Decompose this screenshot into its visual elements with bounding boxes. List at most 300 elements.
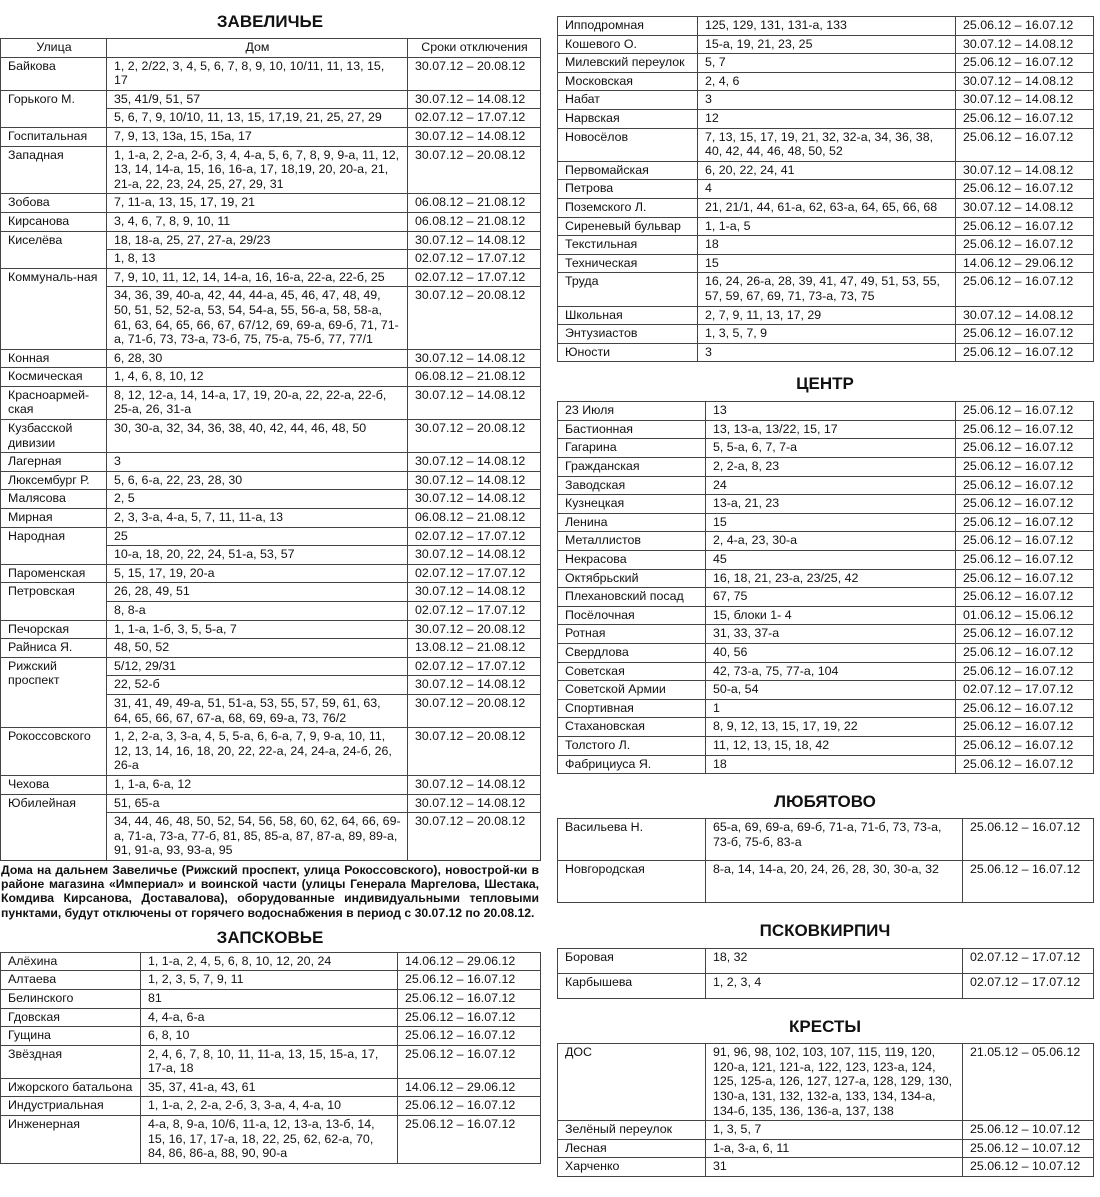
table-row [558,699,1094,718]
period-cell: 25.06.12 – 16.07.12 [963,861,1094,903]
table-row [558,325,1094,344]
houses-cell: 22, 52-б [107,676,408,695]
table-row [558,532,1094,551]
street-cell: Гагарина [558,439,706,458]
period-cell: 06.08.12 – 21.08.12 [408,509,541,528]
period-cell: 25.06.12 – 16.07.12 [956,109,1094,128]
table-row [558,513,1094,532]
left-column [0,0,540,1164]
street-cell: 23 Июля [558,402,706,421]
street-cell: Пароменская [1,564,107,583]
period-cell: 25.06.12 – 16.07.12 [956,458,1094,477]
table-row [558,35,1094,54]
street-cell: Народная [1,527,107,564]
street-cell: Боровая [558,949,706,974]
houses-cell: 15 [706,513,956,532]
period-cell: 25.06.12 – 16.07.12 [956,236,1094,255]
period-cell: 25.06.12 – 16.07.12 [956,128,1094,161]
lyubyatovo-table [557,818,1094,903]
street-cell: Карбышева [558,974,706,999]
period-cell: 30.07.12 – 14.08.12 [408,453,541,472]
houses-cell: 4-а, 8, 9-а, 10/6, 11-а, 12, 13-а, 13-б, 14, 15, 16, 17, 17-а, 18, 22, 25, 62, 62-а, 70, 84, 86, 86-а, 88, 90, 90-а [141,1116,398,1164]
table-row [558,718,1094,737]
center-table-body [558,402,1094,774]
houses-cell: 1-а, 3-а, 6, 11 [706,1139,963,1158]
houses-cell: 8, 9, 12, 13, 15, 17, 19, 22 [706,718,956,737]
table-row [558,273,1094,306]
street-cell: Коммуналь-ная [1,268,107,349]
table-row [558,236,1094,255]
street-cell: Энтузиастов [558,325,698,344]
table-row [558,625,1094,644]
houses-cell: 6, 28, 30 [107,349,408,368]
table-row [558,1044,1094,1121]
table-row [558,402,1094,421]
houses-cell: 4 [698,180,956,199]
table-row [558,217,1094,236]
street-cell: Красноармей-ская [1,386,107,419]
houses-cell: 7, 9, 10, 11, 12, 14, 14-а, 16, 16-а, 22-а, 22-б, 25 [107,268,408,287]
period-cell: 25.06.12 – 16.07.12 [956,439,1094,458]
street-cell: Ипподромная [558,17,698,36]
street-cell: Люксембург Р. [1,471,107,490]
houses-cell: 21, 21/1, 44, 61-а, 62, 63-а, 64, 65, 66, 68 [698,198,956,217]
houses-cell: 1, 1-а, 6-а, 12 [107,775,408,794]
street-cell: Новгородская [558,861,706,903]
houses-cell: 1, 1-а, 5 [698,217,956,236]
table-row [1,639,541,658]
zapskovye-table-body-part1 [1,952,541,1163]
period-cell: 25.06.12 – 16.07.12 [398,971,541,990]
street-cell: Индустриальная [1,1097,141,1116]
houses-cell: 1, 2, 3, 5, 7, 9, 11 [141,971,398,990]
street-cell: Текстильная [558,236,698,255]
pskovkirpich-table [557,948,1094,999]
street-cell: Лесная [558,1139,706,1158]
table-row [1,728,541,776]
street-cell: Юности [558,343,698,362]
street-cell: Алтаева [1,971,141,990]
street-cell: Печорская [1,620,107,639]
table-row [558,606,1094,625]
period-cell: 25.06.12 – 16.07.12 [956,17,1094,36]
table-row [558,54,1094,73]
period-cell: 25.06.12 – 16.07.12 [956,476,1094,495]
table-row [1,231,541,250]
houses-cell: 18, 32 [706,949,963,974]
street-cell: Поземского Л. [558,198,698,217]
houses-cell: 125, 129, 131, 131-а, 133 [698,17,956,36]
period-cell: 30.07.12 – 14.08.12 [408,231,541,250]
houses-cell: 1 [706,699,956,718]
period-cell: 14.06.12 – 29.06.12 [398,952,541,971]
period-cell: 25.06.12 – 10.07.12 [963,1121,1094,1140]
street-cell: Новосёлов [558,128,698,161]
period-cell: 25.06.12 – 16.07.12 [956,420,1094,439]
street-cell: Бастионная [558,420,706,439]
street-cell: Киселёва [1,231,107,268]
table-row [558,1139,1094,1158]
table-row [1,471,541,490]
street-cell: Ленина [558,513,706,532]
table-row [1,349,541,368]
zavelichye-note: Дома на дальнем Завеличье (Рижский проспект, улица Рокоссовского), новострой-ки в районе магазина «Империал» и воинской части (улицы Генерала Маргелова, Шестака, Комдива Кирсанова, Доставалова), оборудованные индивидуальными тепловыми пунктами, будут отключены от горячего водоснабжения в период с 30.07.12 по 20.08.12. [1,862,539,920]
table-row [558,1121,1094,1140]
center-table [557,401,1094,774]
street-cell: Гдовская [1,1008,141,1027]
period-cell: 02.07.12 – 17.07.12 [963,974,1094,999]
period-cell: 25.06.12 – 16.07.12 [956,755,1094,774]
period-cell: 25.06.12 – 16.07.12 [956,180,1094,199]
street-cell: Некрасова [558,551,706,570]
period-cell: 30.07.12 – 14.08.12 [408,127,541,146]
houses-cell: 1, 2, 2-а, 3, 3-а, 4, 5, 5-а, 6, 6-а, 7, 9, 9-а, 10, 11, 12, 13, 14, 16, 18, 20, 22, 22-а, 24, 24-а, 24-б, 26, 26-а [107,728,408,776]
houses-cell: 48, 50, 52 [107,639,408,658]
period-cell: 02.07.12 – 17.07.12 [408,657,541,676]
period-cell: 30.07.12 – 14.08.12 [956,306,1094,325]
period-cell: 30.07.12 – 14.08.12 [956,91,1094,110]
zapskovye-table-part1 [0,952,541,1164]
period-cell: 25.06.12 – 16.07.12 [956,217,1094,236]
table-row [558,109,1094,128]
street-cell: Советской Армии [558,681,706,700]
period-cell: 25.06.12 – 16.07.12 [398,1116,541,1164]
table-row [558,180,1094,199]
houses-cell: 15 [698,254,956,273]
section-title-pskovkirpich: ПСКОВКИРПИЧ [759,921,891,941]
street-cell: Западная [1,146,107,194]
street-cell: Заводская [558,476,706,495]
right-column [557,0,1093,1177]
houses-cell: 30, 30-а, 32, 34, 36, 38, 40, 42, 44, 46, 48, 50 [107,420,408,453]
table-row [1,989,541,1008]
table-row [558,72,1094,91]
street-cell: Кузбасской дивизии [1,420,107,453]
houses-cell: 35, 37, 41-а, 43, 61 [141,1078,398,1097]
houses-cell: 91, 96, 98, 102, 103, 107, 115, 119, 120, 120-а, 121, 121-а, 122, 123, 123-а, 124, 125, 125-а, 126, 127, 127-а, 128, 129, 130, 130-а, 131, 132, 132-а, 133, 134, 134-а, 134-б, 135, 136, 136-а, 137, 138 [706,1044,963,1121]
period-cell: 25.06.12 – 16.07.12 [956,569,1094,588]
table-row [1,583,541,602]
period-cell: 06.08.12 – 21.08.12 [408,194,541,213]
street-cell: Космическая [1,368,107,387]
period-cell: 25.06.12 – 16.07.12 [956,273,1094,306]
period-cell: 25.06.12 – 16.07.12 [398,1008,541,1027]
houses-cell: 7, 11-а, 13, 15, 17, 19, 21 [107,194,408,213]
section-title-kresty: КРЕСТЫ [789,1017,861,1037]
period-cell: 02.07.12 – 17.07.12 [963,949,1094,974]
period-cell: 25.06.12 – 10.07.12 [963,1139,1094,1158]
houses-cell: 51, 65-а [107,794,408,813]
period-cell: 30.07.12 – 20.08.12 [408,420,541,453]
houses-cell: 10-а, 18, 20, 22, 24, 51-а, 53, 57 [107,546,408,565]
houses-cell: 2, 3, 3-а, 4-а, 5, 7, 11, 11-а, 13 [107,509,408,528]
period-cell: 14.06.12 – 29.06.12 [956,254,1094,273]
header-period: Сроки отключения [408,39,541,58]
table-row [1,952,541,971]
period-cell: 25.06.12 – 16.07.12 [956,644,1094,663]
street-cell: Октябрьский [558,569,706,588]
houses-cell: 16, 24, 26-а, 28, 39, 41, 47, 49, 51, 53, 55, 57, 59, 67, 69, 71, 73-а, 73, 75 [698,273,956,306]
table-row [1,57,541,90]
zapskovye-table-body-part2 [558,17,1094,362]
street-cell: Спортивная [558,699,706,718]
street-cell: Техническая [558,254,698,273]
table-row [558,974,1094,999]
period-cell: 01.06.12 – 15.06.12 [956,606,1094,625]
houses-cell: 31, 33, 37-а [706,625,956,644]
street-cell: Плехановский посад [558,588,706,607]
houses-cell: 81 [141,989,398,1008]
street-cell: Советская [558,662,706,681]
period-cell: 25.06.12 – 10.07.12 [963,1158,1094,1177]
table-row [1,212,541,231]
street-cell: Васильева Н. [558,819,706,861]
street-cell: Конная [1,349,107,368]
table-row [558,343,1094,362]
table-row [558,681,1094,700]
houses-cell: 3 [698,343,956,362]
period-cell: 25.06.12 – 16.07.12 [956,699,1094,718]
houses-cell: 2, 4, 6 [698,72,956,91]
period-cell: 25.06.12 – 16.07.12 [398,989,541,1008]
period-cell: 02.07.12 – 17.07.12 [408,109,541,128]
street-cell: Милевский переулок [558,54,698,73]
period-cell: 30.07.12 – 14.08.12 [408,90,541,109]
table-row [1,971,541,990]
street-cell: Кирсанова [1,212,107,231]
period-cell: 25.06.12 – 16.07.12 [956,343,1094,362]
houses-cell: 1, 1-а, 2, 2-а, 2-б, 3, 3-а, 4, 4-а, 10 [141,1097,398,1116]
houses-cell: 1, 2, 2/22, 3, 4, 5, 6, 7, 8, 9, 10, 10/11, 11, 13, 15, 17 [107,57,408,90]
period-cell: 25.06.12 – 16.07.12 [956,588,1094,607]
houses-cell: 13 [706,402,956,421]
table-row [1,620,541,639]
table-header-row [1,39,541,58]
houses-cell: 2, 2-а, 8, 23 [706,458,956,477]
houses-cell: 50-а, 54 [706,681,956,700]
period-cell: 25.06.12 – 16.07.12 [956,736,1094,755]
table-row [558,949,1094,974]
houses-cell: 6, 8, 10 [141,1027,398,1046]
period-cell: 25.06.12 – 16.07.12 [398,1097,541,1116]
kresty-table-body [558,1044,1094,1177]
table-row [1,794,541,813]
table-row [558,476,1094,495]
street-cell: Юбилейная [1,794,107,860]
street-cell: Стахановская [558,718,706,737]
table-row [1,420,541,453]
houses-cell: 5, 5-а, 6, 7, 7-а [706,439,956,458]
street-cell: Толстого Л. [558,736,706,755]
period-cell: 30.07.12 – 14.08.12 [408,775,541,794]
period-cell: 14.06.12 – 29.06.12 [398,1078,541,1097]
table-row [1,194,541,213]
period-cell: 30.07.12 – 14.08.12 [408,583,541,602]
houses-cell: 34, 44, 46, 48, 50, 52, 54, 56, 58, 60, 62, 64, 66, 69-а, 71-а, 73-а, 77-б, 81, 85, 85-а, 87, 87-а, 89, 89-а, 91, 91-а, 93, 93-а, 95 [107,813,408,861]
period-cell: 30.07.12 – 14.08.12 [408,676,541,695]
period-cell: 06.08.12 – 21.08.12 [408,368,541,387]
street-cell: Кузнецкая [558,495,706,514]
houses-cell: 24 [706,476,956,495]
period-cell: 13.08.12 – 21.08.12 [408,639,541,658]
table-row [558,17,1094,36]
table-row [1,386,541,419]
street-cell: Петрова [558,180,698,199]
street-cell: Кошевого О. [558,35,698,54]
period-cell: 02.07.12 – 17.07.12 [956,681,1094,700]
zapskovye-table-part2 [557,16,1094,362]
period-cell: 02.07.12 – 17.07.12 [408,250,541,269]
houses-cell: 2, 5 [107,490,408,509]
street-cell: Белинского [1,989,141,1008]
houses-cell: 5, 6, 7, 9, 10/10, 11, 13, 15, 17,19, 21, 25, 27, 29 [107,109,408,128]
houses-cell: 12 [698,109,956,128]
table-row [558,306,1094,325]
houses-cell: 25 [107,527,408,546]
street-cell: Ротная [558,625,706,644]
table-row [1,527,541,546]
period-cell: 30.07.12 – 14.08.12 [956,72,1094,91]
table-row [1,1097,541,1116]
houses-cell: 8, 12, 12-а, 14, 14-а, 17, 19, 20-а, 22, 22-а, 22-б, 25-а, 26, 31-а [107,386,408,419]
period-cell: 25.06.12 – 16.07.12 [956,402,1094,421]
table-row [1,490,541,509]
period-cell: 30.07.12 – 14.08.12 [408,471,541,490]
street-cell: Алёхина [1,952,141,971]
period-cell: 30.07.12 – 20.08.12 [408,694,541,727]
houses-cell: 5, 15, 17, 19, 20-а [107,564,408,583]
houses-cell: 18 [706,755,956,774]
period-cell: 21.05.12 – 05.06.12 [963,1044,1094,1121]
period-cell: 30.07.12 – 14.08.12 [408,490,541,509]
period-cell: 02.07.12 – 17.07.12 [408,527,541,546]
section-title-center: ЦЕНТР [796,374,854,394]
houses-cell: 5/12, 29/31 [107,657,408,676]
street-cell: Металлистов [558,532,706,551]
houses-cell: 1, 8, 13 [107,250,408,269]
street-cell: Ижорского батальона [1,1078,141,1097]
table-row [558,420,1094,439]
street-cell: Первомайская [558,161,698,180]
houses-cell: 18 [698,236,956,255]
houses-cell: 65-а, 69, 69-а, 69-б, 71-а, 71-б, 73, 73-а, 73-б, 75-б, 83-а [706,819,963,861]
table-row [1,1116,541,1164]
street-cell: Харченко [558,1158,706,1177]
table-row [1,1078,541,1097]
houses-cell: 7, 13, 15, 17, 19, 21, 32, 32-а, 34, 36, 38, 40, 42, 44, 46, 48, 50, 52 [698,128,956,161]
table-row [558,861,1094,903]
houses-cell: 8-а, 14, 14-а, 20, 24, 26, 28, 30, 30-а, 32 [706,861,963,903]
street-cell: Рижский проспект [1,657,107,727]
table-row [558,458,1094,477]
header-street: Улица [1,39,107,58]
period-cell: 30.07.12 – 14.08.12 [408,349,541,368]
houses-cell: 1, 4, 6, 8, 10, 12 [107,368,408,387]
houses-cell: 1, 1-а, 1-б, 3, 5, 5-а, 7 [107,620,408,639]
table-row [1,127,541,146]
street-cell: Чехова [1,775,107,794]
houses-cell: 7, 9, 13, 13а, 15, 15а, 17 [107,127,408,146]
period-cell: 30.07.12 – 14.08.12 [956,161,1094,180]
table-row [558,1158,1094,1177]
houses-cell: 35, 41/9, 51, 57 [107,90,408,109]
street-cell: Мирная [1,509,107,528]
table-row [1,775,541,794]
street-cell: Рокоссовского [1,728,107,776]
table-row [558,736,1094,755]
houses-cell: 11, 12, 13, 15, 18, 42 [706,736,956,755]
houses-cell: 8, 8-а [107,602,408,621]
table-row [1,453,541,472]
period-cell: 30.07.12 – 14.08.12 [408,794,541,813]
street-cell: Инженерная [1,1116,141,1164]
houses-cell: 40, 56 [706,644,956,663]
houses-cell: 1, 2, 3, 4 [706,974,963,999]
period-cell: 25.06.12 – 16.07.12 [956,625,1094,644]
houses-cell: 67, 75 [706,588,956,607]
houses-cell: 16, 18, 21, 23-а, 23/25, 42 [706,569,956,588]
houses-cell: 26, 28, 49, 51 [107,583,408,602]
street-cell: Школьная [558,306,698,325]
period-cell: 25.06.12 – 16.07.12 [956,495,1094,514]
street-cell: Горького М. [1,90,107,127]
period-cell: 02.07.12 – 17.07.12 [408,564,541,583]
street-cell: Байкова [1,57,107,90]
period-cell: 30.07.12 – 20.08.12 [408,287,541,349]
period-cell: 30.07.12 – 20.08.12 [408,813,541,861]
period-cell: 25.06.12 – 16.07.12 [956,513,1094,532]
street-cell: Набат [558,91,698,110]
street-cell: Зелёный переулок [558,1121,706,1140]
table-row [1,1045,541,1078]
pskovkirpich-table-body [558,949,1094,999]
period-cell: 30.07.12 – 14.08.12 [408,546,541,565]
street-cell: Райниса Я. [1,639,107,658]
houses-cell: 1, 3, 5, 7, 9 [698,325,956,344]
period-cell: 25.06.12 – 16.07.12 [956,718,1094,737]
table-row [1,1027,541,1046]
period-cell: 06.08.12 – 21.08.12 [408,212,541,231]
period-cell: 30.07.12 – 20.08.12 [408,57,541,90]
period-cell: 25.06.12 – 16.07.12 [398,1045,541,1078]
zavelichye-table [0,38,541,861]
period-cell: 30.07.12 – 14.08.12 [408,386,541,419]
street-cell: Петровская [1,583,107,620]
houses-cell: 31 [706,1158,963,1177]
houses-cell: 1, 1-а, 2, 4, 5, 6, 8, 10, 12, 20, 24 [141,952,398,971]
street-cell: Труда [558,273,698,306]
street-cell: Звёздная [1,1045,141,1078]
street-cell: Сиреневый бульвар [558,217,698,236]
houses-cell: 2, 4, 6, 7, 8, 10, 11, 11-а, 13, 15, 15-а, 17, 17-а, 18 [141,1045,398,1078]
street-cell: Малясова [1,490,107,509]
period-cell: 02.07.12 – 17.07.12 [408,602,541,621]
table-row [1,368,541,387]
houses-cell: 3, 4, 6, 7, 8, 9, 10, 11 [107,212,408,231]
houses-cell: 6, 20, 22, 24, 41 [698,161,956,180]
lyubyatovo-table-body [558,819,1094,903]
houses-cell: 13-а, 21, 23 [706,495,956,514]
table-row [558,254,1094,273]
street-cell: Московская [558,72,698,91]
period-cell: 25.06.12 – 16.07.12 [956,54,1094,73]
table-row [1,90,541,109]
table-row [558,198,1094,217]
table-row [558,819,1094,861]
street-cell: Зобова [1,194,107,213]
table-row [558,644,1094,663]
street-cell: Свердлова [558,644,706,663]
